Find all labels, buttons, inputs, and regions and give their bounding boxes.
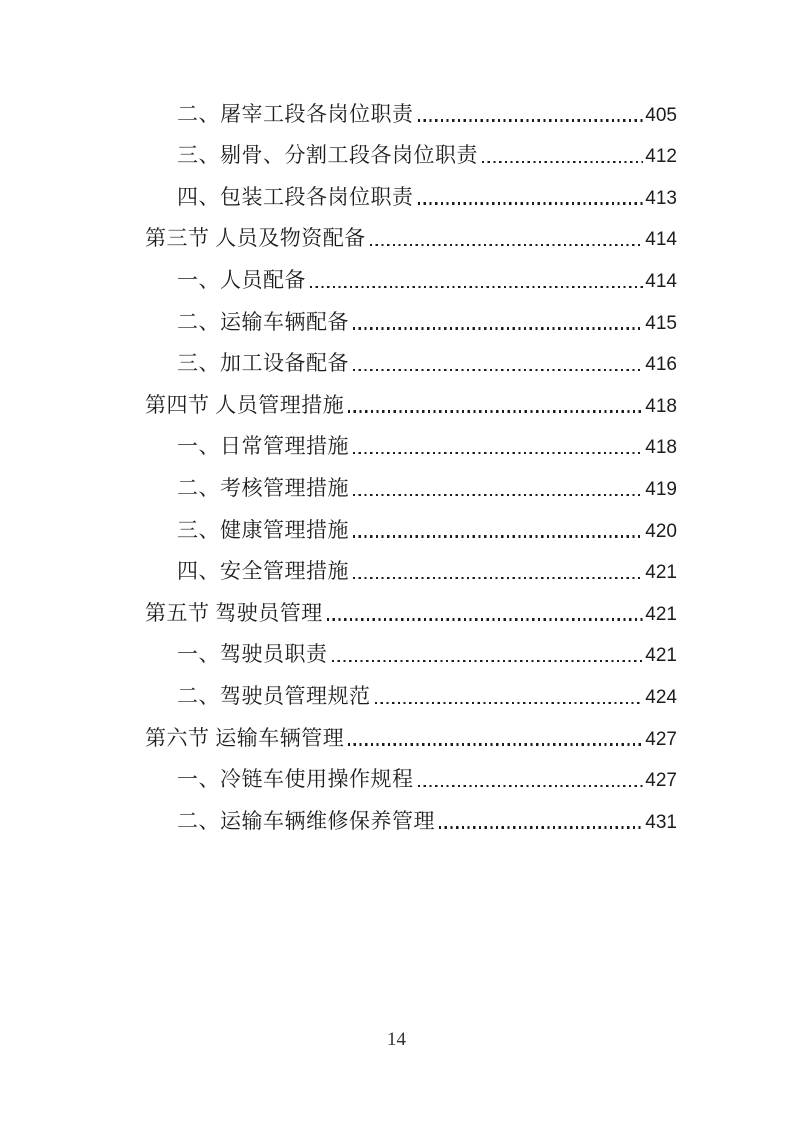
toc-entry[interactable] — [0, 294, 677, 336]
toc-list — [0, 86, 677, 835]
dot-leader — [418, 202, 644, 204]
toc-entry-page: 424 — [645, 686, 677, 708]
dot-leader — [370, 244, 644, 246]
dot-leader — [418, 785, 644, 787]
dot-leader — [375, 702, 644, 704]
toc-entry-label: 一、日常管理措施 — [177, 434, 349, 459]
toc-entry-page: 421 — [645, 645, 677, 667]
dot-leader — [482, 161, 643, 163]
toc-entry-page: 427 — [645, 728, 677, 750]
toc-entry-page: 419 — [645, 478, 677, 500]
toc-entry-label: 二、运输车辆配备 — [177, 309, 349, 334]
toc-entry-label: 第六节 运输车辆管理 — [145, 725, 345, 750]
toc-entry-label: 四、包装工段各岗位职责 — [177, 184, 414, 209]
toc-entry[interactable] — [0, 128, 677, 170]
dot-leader — [353, 577, 643, 579]
toc-entry-page: 421 — [645, 603, 677, 625]
toc-entry[interactable] — [0, 211, 677, 253]
footer-page-number: 14 — [387, 1029, 406, 1050]
toc-entry-label: 一、冷链车使用操作规程 — [177, 767, 414, 792]
toc-entry[interactable] — [0, 544, 677, 586]
toc-entry[interactable] — [0, 585, 677, 627]
toc-entry[interactable] — [0, 419, 677, 461]
toc-entry-page: 414 — [645, 229, 677, 251]
toc-entry[interactable] — [0, 460, 677, 502]
dot-leader — [353, 327, 643, 329]
dot-leader — [348, 743, 643, 745]
toc-entry[interactable] — [0, 752, 677, 794]
toc-entry-page: 416 — [645, 354, 677, 376]
toc-entry-page: 412 — [645, 146, 677, 168]
toc-entry-label: 第五节 驾驶员管理 — [145, 600, 323, 625]
toc-entry[interactable] — [0, 627, 677, 669]
toc-entry-label: 一、驾驶员职责 — [177, 642, 328, 667]
toc-entry-page: 414 — [645, 270, 677, 292]
toc-entry-label: 四、安全管理措施 — [177, 559, 349, 584]
dot-leader — [353, 535, 643, 537]
dot-leader — [418, 119, 644, 121]
toc-entry-page: 418 — [645, 395, 677, 417]
toc-entry-label: 第四节 人员管理措施 — [145, 392, 345, 417]
dot-leader — [353, 494, 643, 496]
dot-leader — [327, 618, 644, 620]
toc-entry[interactable] — [0, 169, 677, 211]
toc-entry[interactable] — [0, 252, 677, 294]
toc-entry[interactable] — [0, 668, 677, 710]
dot-leader — [310, 286, 643, 288]
toc-entry-label: 二、运输车辆维修保养管理 — [177, 808, 435, 833]
toc-entry-label: 三、剔骨、分割工段各岗位职责 — [177, 143, 478, 168]
toc-entry[interactable] — [0, 502, 677, 544]
toc-entry-page: 420 — [645, 520, 677, 542]
toc-entry-page: 405 — [645, 104, 677, 126]
toc-entry-page: 421 — [645, 562, 677, 584]
toc-entry-label: 二、考核管理措施 — [177, 475, 349, 500]
toc-entry[interactable] — [0, 86, 677, 128]
toc-entry-page: 413 — [645, 187, 677, 209]
dot-leader — [353, 452, 643, 454]
toc-entry[interactable] — [0, 336, 677, 378]
toc-entry[interactable] — [0, 793, 677, 835]
toc-entry-label: 二、驾驶员管理规范 — [177, 683, 371, 708]
toc-entry-page: 418 — [645, 437, 677, 459]
dot-leader — [332, 660, 644, 662]
toc-entry-label: 三、健康管理措施 — [177, 517, 349, 542]
toc-entry-page: 427 — [645, 770, 677, 792]
toc-entry-label: 二、屠宰工段各岗位职责 — [177, 101, 414, 126]
toc-entry-label: 第三节 人员及物资配备 — [145, 226, 366, 251]
dot-leader — [353, 369, 643, 371]
toc-entry-page: 415 — [645, 312, 677, 334]
toc-entry-label: 一、人员配备 — [177, 267, 306, 292]
dot-leader — [348, 410, 643, 412]
toc-entry-label: 三、加工设备配备 — [177, 351, 349, 376]
toc-entry[interactable] — [0, 710, 677, 752]
toc-entry[interactable] — [0, 377, 677, 419]
dot-leader — [439, 826, 643, 828]
toc-entry-page: 431 — [645, 811, 677, 833]
